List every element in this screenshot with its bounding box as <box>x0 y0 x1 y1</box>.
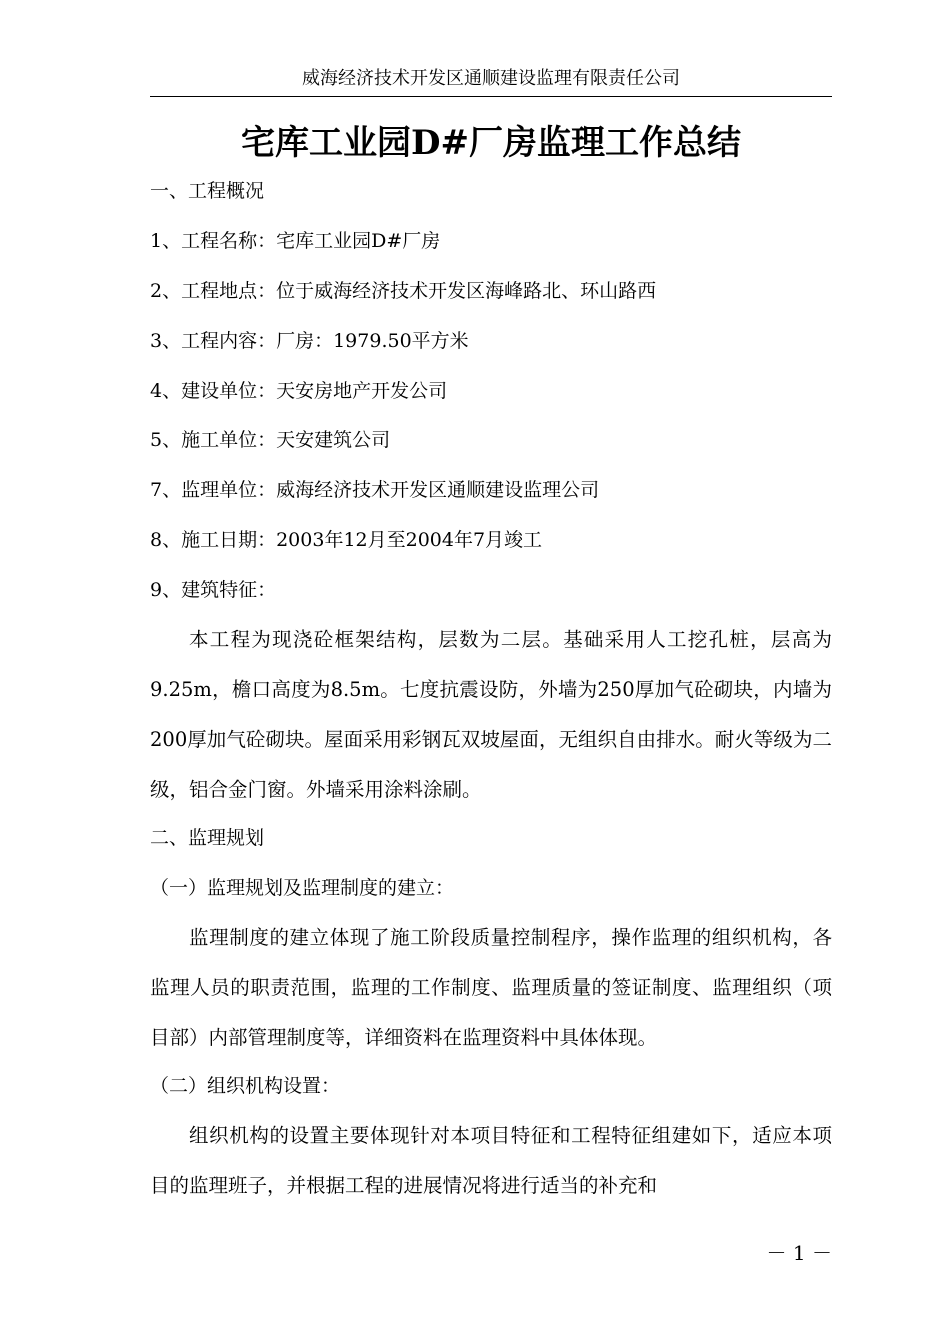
page-header: 威海经济技术开发区通顺建设监理有限责任公司 <box>150 64 832 97</box>
document-title: 宅库工业园D#厂房监理工作总结 <box>241 123 741 163</box>
item-construction-unit: 4、建设单位：天安房地产开发公司 <box>150 380 448 402</box>
organization-paragraph: 组织机构的设置主要体现针对本项目特征和工程特征组建如下，适应本项目的监理班子，并根据工程的进展情况将进行适当的补充和 <box>150 1124 832 1197</box>
page-number: － 1 － <box>766 1241 832 1265</box>
planning-system-paragraph: 监理制度的建立体现了施工阶段质量控制程序，操作监理的组织机构，各监理人员的职责范围，监理的工作制度、监理质量的签证制度、监理组织（项目部）内部管理制度等，详细资料在监理资料中具体体现。 <box>150 926 832 1049</box>
item-building-features: 9、建筑特征： <box>150 579 277 601</box>
section-heading-planning: 二、监理规划 <box>150 827 265 849</box>
item-project-location: 2、工程地点：位于威海经济技术开发区海峰路北、环山路西 <box>150 280 657 302</box>
item-construction-date: 8、施工日期：2003年12月至2004年7月竣工 <box>150 529 543 551</box>
item-project-name: 1、工程名称：宅库工业园D#厂房 <box>150 230 441 252</box>
section-heading-overview: 一、工程概况 <box>150 180 265 202</box>
item-supervision-unit: 7、监理单位：威海经济技术开发区通顺建设监理公司 <box>150 479 600 501</box>
item-project-content: 3、工程内容：厂房：1979.50平方米 <box>150 330 469 352</box>
subheading-planning-system: （一）监理规划及监理制度的建立： <box>150 877 455 899</box>
building-features-paragraph: 本工程为现浇砼框架结构，层数为二层。基础采用人工挖孔桩，层高为9.25m，檐口高度为8.5m。七度抗震设防，外墙为250厚加气砼砌块，内墙为200厚加气砼砌块。屋面采用彩钢瓦双坡屋面，无组织自由排水。耐火等级为二级，铝合金门窗。外墙采用涂料涂刷。 <box>150 628 832 801</box>
subheading-organization: （二）组织机构设置： <box>150 1075 341 1097</box>
item-builder-unit: 5、施工单位：天安建筑公司 <box>150 429 391 451</box>
